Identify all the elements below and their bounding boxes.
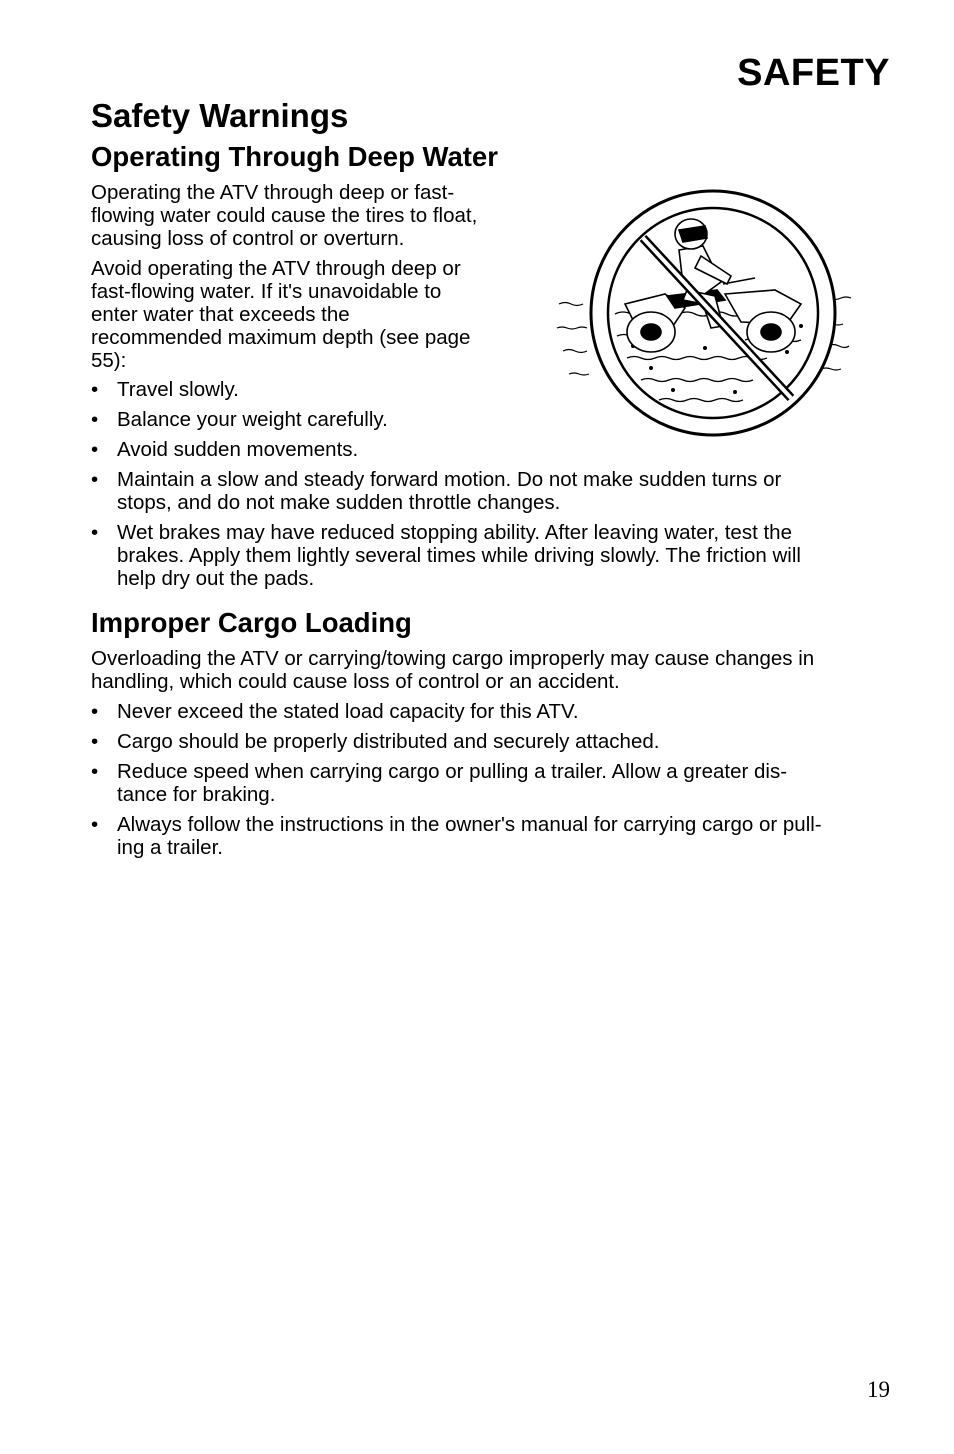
bullet-text: stops, and do not make sudden throttle changes.	[117, 491, 561, 514]
text-line: enter water that exceeds the	[91, 303, 350, 326]
bullet-icon: •	[91, 438, 99, 461]
bullet-icon: •	[91, 408, 99, 431]
bullet-icon: •	[91, 468, 99, 491]
bullet-text: Reduce speed when carrying cargo or pulling a trailer. Allow a greater dis-	[117, 760, 788, 783]
bullet-text: Wet brakes may have reduced stopping ability. After leaving water, test the	[117, 521, 792, 544]
bullet-text: Always follow the instructions in the owner's manual for carrying cargo or pull-	[117, 813, 822, 836]
cargo-heading: Improper Cargo Loading	[91, 607, 412, 638]
list-item	[91, 521, 891, 590]
bullet-text: Travel slowly.	[117, 378, 239, 401]
list-item	[91, 438, 891, 461]
text-line: Overloading the ATV or carrying/towing cargo improperly may cause changes in	[91, 647, 815, 670]
cargo-bullet-list	[91, 700, 901, 866]
text-line: flowing water could cause the tires to float,	[91, 204, 478, 227]
bullet-text: help dry out the pads.	[117, 567, 315, 590]
bullet-icon: •	[91, 521, 99, 544]
no-atv-in-deep-water-icon	[555, 186, 855, 440]
text-line: causing loss of control or overturn.	[91, 227, 405, 250]
bullet-icon: •	[91, 730, 99, 753]
prohibition-illustration	[555, 186, 855, 440]
bullet-icon: •	[91, 378, 99, 401]
bullet-text: Balance your weight carefully.	[117, 408, 388, 431]
bullet-icon: •	[91, 700, 99, 723]
bullet-text: Never exceed the stated load capacity for this ATV.	[117, 700, 579, 723]
bullet-icon: •	[91, 760, 99, 783]
list-item	[91, 730, 901, 753]
page-number: 19	[867, 1377, 890, 1402]
cargo-paragraph-1	[91, 647, 814, 693]
deep-water-paragraph-1	[91, 181, 477, 250]
text-line: Avoid operating the ATV through deep or	[91, 257, 461, 280]
text-line: fast-flowing water. If it's unavoidable to	[91, 280, 442, 303]
text-line: recommended maximum depth (see page	[91, 326, 471, 349]
bullet-text: ing a trailer.	[117, 836, 223, 859]
text-line: Operating the ATV through deep or fast-	[91, 181, 455, 204]
list-item	[91, 700, 901, 723]
list-item	[91, 813, 901, 859]
text-line: 55):	[91, 349, 127, 372]
bullet-icon: •	[91, 813, 99, 836]
list-item	[91, 468, 891, 514]
deep-water-paragraph-2	[91, 257, 470, 372]
section-header: SAFETY	[737, 52, 890, 94]
bullet-text: Avoid sudden movements.	[117, 438, 359, 461]
bullet-text: Cargo should be properly distributed and securely attached.	[117, 730, 660, 753]
deep-water-heading: Operating Through Deep Water	[91, 141, 498, 172]
list-item	[91, 760, 901, 806]
text-line: handling, which could cause loss of control or an accident.	[91, 670, 620, 693]
page-title: Safety Warnings	[91, 97, 349, 134]
bullet-text: Maintain a slow and steady forward motion. Do not make sudden turns or	[117, 468, 782, 491]
bullet-text: brakes. Apply them lightly several times while driving slowly. The friction will	[117, 544, 801, 567]
bullet-text: tance for braking.	[117, 783, 276, 806]
